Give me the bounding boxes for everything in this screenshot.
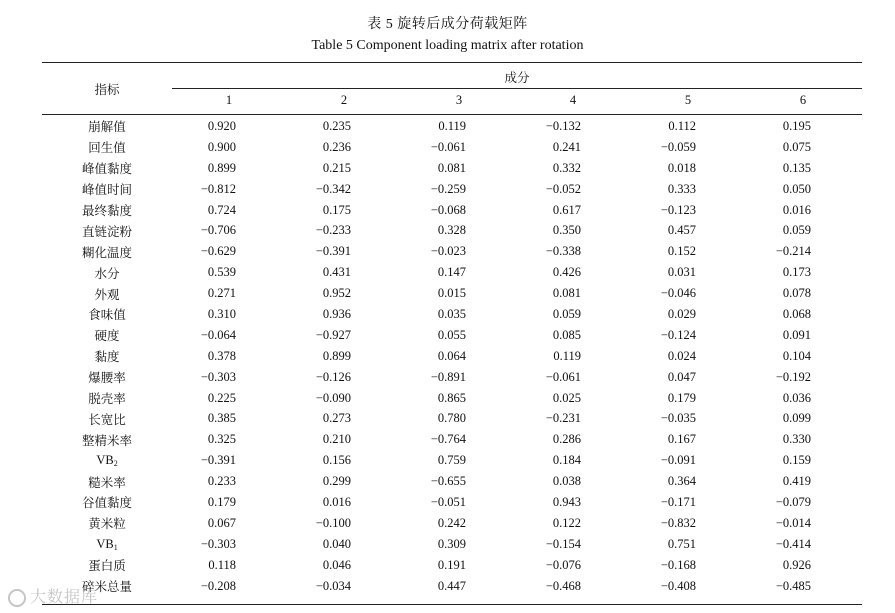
loading-value: 0.385: [207, 411, 236, 426]
loading-value: 0.865: [437, 390, 466, 405]
loading-value: 0.241: [552, 139, 581, 154]
column-header-3: 3: [455, 93, 463, 107]
loading-value: 0.899: [207, 160, 236, 175]
table-caption-cn: 表 5 旋转后成分荷载矩阵: [367, 17, 528, 32]
loading-value: 0.215: [322, 160, 351, 175]
loading-value: 0.104: [782, 348, 811, 363]
column-header-4: 4: [569, 93, 577, 107]
watermark: [8, 584, 98, 607]
table-row: [42, 241, 862, 262]
top-rule: [42, 62, 862, 63]
loading-value: 0.122: [552, 515, 581, 530]
loading-value: 0.159: [782, 453, 811, 468]
watermark-text: 大数据库: [30, 587, 99, 606]
loading-value: −0.342: [315, 181, 351, 196]
loading-value: 0.225: [207, 390, 236, 405]
loading-value: 0.899: [322, 348, 351, 363]
loading-value: 0.156: [322, 453, 351, 468]
loading-value: 0.195: [782, 118, 811, 133]
table-caption-en: Table 5 Component loading matrix after rotation: [311, 38, 584, 53]
indicator-name: 回生值: [88, 141, 126, 156]
loading-value: 0.078: [782, 286, 811, 301]
loading-value: −0.391: [315, 244, 351, 259]
table-row: [42, 471, 862, 492]
loading-value: 0.233: [207, 474, 236, 489]
loading-value: 0.419: [782, 474, 811, 489]
loading-value: 0.075: [782, 139, 811, 154]
loading-value: 0.068: [782, 306, 811, 321]
loading-value: −0.927: [315, 327, 351, 342]
loading-value: 0.286: [552, 432, 581, 447]
watermark-logo-icon: [8, 589, 26, 607]
loading-value: 0.047: [667, 369, 696, 384]
loading-value: 0.333: [667, 181, 696, 196]
indicator-name: 峰值黏度: [81, 162, 132, 177]
loading-value: 0.179: [667, 390, 696, 405]
loading-value: 0.040: [322, 536, 351, 551]
loading-value: 0.016: [322, 494, 351, 509]
loading-value: −0.891: [430, 369, 466, 384]
loading-value: 0.015: [437, 286, 466, 301]
table-row: [42, 367, 862, 388]
table-row: [42, 492, 862, 513]
loading-value: 0.031: [667, 265, 696, 280]
loading-value: 0.119: [438, 118, 466, 133]
indicator-name: 直链淀粉: [81, 224, 132, 239]
indicator-name: 整精米率: [81, 433, 132, 448]
loading-value: 0.920: [207, 118, 236, 133]
loading-value: 0.035: [437, 306, 466, 321]
indicator-name: $VB_2$: [96, 453, 118, 469]
loading-value: −0.214: [775, 244, 811, 259]
indicator-name: 脱壳率: [88, 392, 126, 407]
table-row: [42, 283, 862, 304]
table-row: [42, 220, 862, 241]
component-rule: [172, 88, 862, 89]
loading-value: −0.629: [200, 244, 236, 259]
table-row: [42, 179, 862, 200]
loading-value: 0.617: [552, 202, 581, 217]
table-row: [42, 534, 862, 555]
table-row: [42, 450, 862, 471]
loading-value: −0.408: [660, 578, 696, 593]
loading-value: −0.168: [660, 557, 696, 572]
loading-value: −0.034: [315, 578, 351, 593]
indicator-name: 峰值时间: [81, 183, 132, 198]
loading-value: 0.036: [782, 390, 811, 405]
table-row: [42, 325, 862, 346]
loading-value: −0.231: [545, 411, 581, 426]
loading-value: 0.191: [437, 557, 466, 572]
indicator-name: 黄米粒: [88, 517, 126, 532]
loading-value: −0.079: [775, 494, 811, 509]
table-row: [42, 137, 862, 158]
loading-value: −0.391: [200, 453, 236, 468]
loading-value: −0.064: [200, 327, 236, 342]
loading-value: 0.018: [667, 160, 696, 175]
loading-value: −0.059: [660, 139, 696, 154]
loading-value: 0.350: [552, 223, 581, 238]
loading-value: −0.046: [660, 286, 696, 301]
table-row: [42, 158, 862, 179]
loading-value: 0.235: [322, 118, 351, 133]
loading-value: −0.124: [660, 327, 696, 342]
loading-value: 0.067: [207, 515, 236, 530]
loading-value: 0.173: [782, 265, 811, 280]
component-header: 成分: [504, 71, 530, 85]
loading-value: 0.152: [667, 244, 696, 259]
loading-value: 0.024: [667, 348, 696, 363]
loading-value: 0.236: [322, 139, 351, 154]
loading-value: −0.126: [315, 369, 351, 384]
table-row: [42, 408, 862, 429]
loading-value: −0.061: [545, 369, 581, 384]
loading-value: 0.038: [552, 474, 581, 489]
loading-value: −0.051: [430, 494, 466, 509]
loading-value: −0.035: [660, 411, 696, 426]
loading-value: 0.016: [782, 202, 811, 217]
loading-value: 0.271: [207, 286, 236, 301]
loading-value: 0.273: [322, 411, 351, 426]
loading-value: 0.135: [782, 160, 811, 175]
indicator-name: 黏度: [94, 350, 120, 365]
loading-value: 0.025: [552, 390, 581, 405]
loading-value: 0.050: [782, 181, 811, 196]
loading-value: −0.259: [430, 181, 466, 196]
indicator-name: 外观: [94, 287, 120, 302]
header-rule: [42, 114, 862, 115]
table-row: [42, 429, 862, 450]
loading-value: −0.233: [315, 223, 351, 238]
loading-value: 0.184: [552, 453, 581, 468]
column-header-5: 5: [684, 93, 692, 107]
loading-value: 0.431: [322, 265, 351, 280]
loading-value: −0.192: [775, 369, 811, 384]
indicator-name: 长宽比: [88, 412, 126, 427]
loading-value: 0.112: [668, 118, 696, 133]
indicator-name: 硬度: [94, 329, 120, 344]
loading-value: 0.210: [322, 432, 351, 447]
loading-value: −0.090: [315, 390, 351, 405]
loading-value: 0.378: [207, 348, 236, 363]
loading-value: −0.068: [430, 202, 466, 217]
loading-value: 0.328: [437, 223, 466, 238]
loading-value: 0.751: [667, 536, 696, 551]
loading-value: 0.952: [322, 286, 351, 301]
indicator-name: 最终黏度: [81, 204, 132, 218]
bottom-rule: [42, 604, 862, 605]
loading-value: 0.325: [207, 432, 236, 447]
table-row: [42, 200, 862, 221]
loading-value: 0.147: [437, 265, 466, 280]
indicator-name: 水分: [94, 266, 120, 281]
table-row: [42, 576, 862, 597]
column-header-1: 1: [225, 93, 233, 107]
loading-value: −0.832: [660, 515, 696, 530]
loading-value: 0.081: [437, 160, 466, 175]
indicator-name: 爆腰率: [88, 371, 126, 386]
loading-value: 0.936: [322, 306, 351, 321]
indicator-name: 碎米总量: [81, 580, 132, 595]
loading-value: 0.426: [552, 265, 581, 280]
loading-value: 0.046: [322, 557, 351, 572]
loading-value: −0.812: [200, 181, 236, 196]
table-row: [42, 513, 862, 534]
loading-value: 0.029: [667, 306, 696, 321]
loading-value: 0.724: [207, 202, 236, 217]
loading-value: 0.539: [207, 265, 236, 280]
loading-value: 0.309: [437, 536, 466, 551]
indicator-name: 蛋白质: [88, 559, 126, 574]
loading-value: 0.330: [782, 432, 811, 447]
loading-value: 0.167: [667, 432, 696, 447]
loading-value: 0.099: [782, 411, 811, 426]
indicator-name: 糊化温度: [81, 245, 132, 260]
column-header-2: 2: [340, 93, 348, 107]
loading-value: −0.338: [545, 244, 581, 259]
loading-value: 0.119: [553, 348, 581, 363]
loading-value: 0.332: [552, 160, 581, 175]
loading-value: 0.242: [437, 515, 466, 530]
loading-value: −0.023: [430, 244, 466, 259]
loading-value: −0.485: [775, 578, 811, 593]
loading-value: 0.943: [552, 494, 581, 509]
loading-value: −0.764: [430, 432, 466, 447]
loading-value: 0.118: [208, 557, 236, 572]
table-row: [42, 304, 862, 325]
loading-value: −0.123: [660, 202, 696, 217]
loading-value: −0.061: [430, 139, 466, 154]
indicator-name: 糙米率: [88, 475, 126, 490]
loading-value: −0.171: [660, 494, 696, 509]
column-header-6: 6: [799, 93, 807, 107]
loading-value: 0.447: [437, 578, 466, 593]
loading-value: 0.364: [667, 474, 696, 489]
loading-value: 0.926: [782, 557, 811, 572]
loading-value: 0.299: [322, 474, 351, 489]
loading-value: 0.780: [437, 411, 466, 426]
loading-value: 0.055: [437, 327, 466, 342]
indicator-name: 崩解值: [88, 120, 126, 135]
loading-value: −0.706: [200, 223, 236, 238]
loading-value: 0.059: [782, 223, 811, 238]
loading-value: −0.414: [775, 536, 811, 551]
loading-value: 0.179: [207, 494, 236, 509]
indicator-header: 指标: [94, 83, 120, 97]
loading-value: −0.076: [545, 557, 581, 572]
loading-value: 0.457: [667, 223, 696, 238]
table-row: [42, 262, 862, 283]
loading-value: −0.303: [200, 536, 236, 551]
table-row: [42, 388, 862, 409]
loading-value: 0.059: [552, 306, 581, 321]
indicator-name: 食味值: [88, 308, 126, 323]
table-row: [42, 116, 862, 137]
table-row: [42, 555, 862, 576]
loading-value: 0.064: [437, 348, 466, 363]
loading-value: −0.052: [545, 181, 581, 196]
loading-value: 0.085: [552, 327, 581, 342]
indicator-name: 谷值黏度: [81, 496, 132, 511]
table-row: [42, 346, 862, 367]
loading-value: −0.655: [430, 474, 466, 489]
loading-matrix-table: [42, 116, 862, 596]
loading-value: −0.100: [315, 515, 351, 530]
indicator-name: $VB_1$: [96, 536, 118, 552]
loading-value: 0.081: [552, 286, 581, 301]
loading-value: −0.303: [200, 369, 236, 384]
loading-value: 0.759: [437, 453, 466, 468]
loading-value: 0.900: [207, 139, 236, 154]
loading-value: 0.091: [782, 327, 811, 342]
loading-value: −0.468: [545, 578, 581, 593]
loading-value: −0.132: [545, 118, 581, 133]
loading-value: −0.154: [545, 536, 581, 551]
loading-value: −0.014: [775, 515, 811, 530]
loading-value: 0.175: [322, 202, 351, 217]
loading-value: 0.310: [207, 306, 236, 321]
loading-value: −0.091: [660, 453, 696, 468]
loading-value: −0.208: [200, 578, 236, 593]
